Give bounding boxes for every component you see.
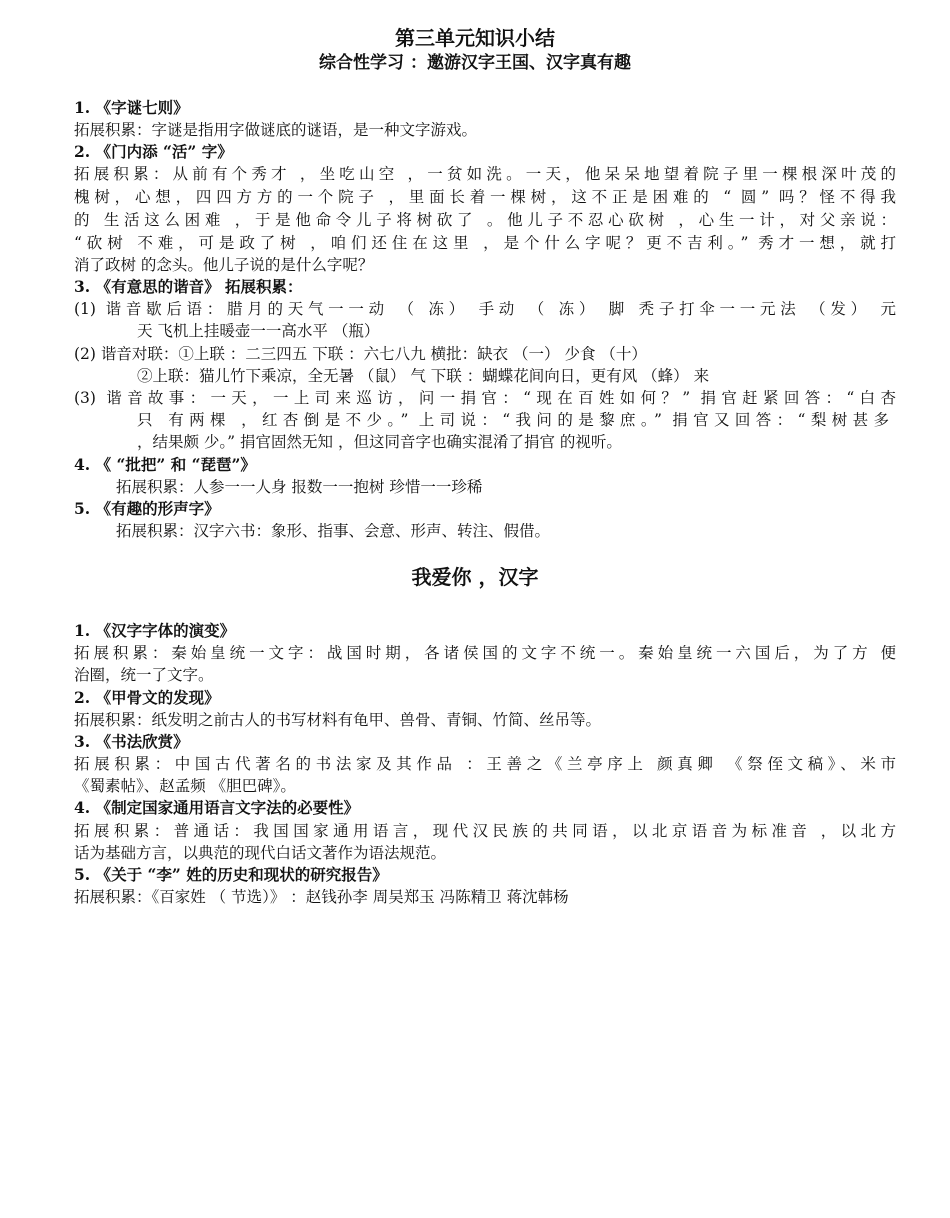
heading-2: 2. 《门内添 “活” 字》 [74, 142, 233, 161]
paragraph: 拓展积累：字谜是指用字做谜底的谜语，是一种文字游戏。 [74, 121, 478, 139]
page-title: 第三单元知识小结 [395, 26, 555, 50]
paragraph: 《蜀素帖》、赵孟频 《胆巴碑》。 [74, 777, 296, 795]
paragraph: 拓展积累：中国古代著名的书法家及其作品 ：王善之《兰亭序上 颜真卿 《祭侄文稿》、米市 [74, 755, 896, 773]
list-item: (3) 谐音故事：一天，一上司来巡访，问一捐官：“现在百姓如何？” 捐官赶紧回答：“白杏 [74, 389, 896, 407]
list-item: 天 飞机上挂暖壶一一高水平 （瓶） [137, 322, 380, 340]
heading-2: 2. 《甲骨文的发现》 [74, 688, 220, 707]
paragraph: 话为基础方言，以典范的现代白话文著作为语法规范。 [74, 844, 447, 862]
heading-1: 1. 《汉字字体的演变》 [74, 621, 236, 640]
list-item: ②上联：猫儿竹下乘凉，全无暑 （鼠） 气 下联 ：蝴蝶花间向日，更有风 （蜂） 来 [137, 367, 710, 385]
paragraph: 拓展积累：纸发明之前古人的书写材料有龟甲、兽骨、青铜、竹简、丝吊等。 [74, 711, 602, 729]
paragraph: 拓展积累：人参一一人身 报数一一抱树 珍惜一一珍稀 [116, 478, 483, 496]
paragraph: 拓展积累：普通话：我国国家通用语言，现代汉民族的共同语，以北京语音为标准音 ，以北方 [74, 822, 896, 840]
list-item: ，结果颇 少。” 捐官固然无知 ，但这同音字也确实混淆了捐官 的视听。 [137, 433, 622, 451]
paragraph: 消了政树 的念头。他儿子说的是什么字呢？ [74, 256, 374, 274]
paragraph: “砍树 不难，可是政了树 ，咱们还住在这里 ，是个什么字呢？更不吉利。” 秀才一想，就打 [74, 234, 896, 252]
paragraph: 槐树，心想，四四方方的一个院子 ，里面长着一棵树，这不正是困难的 “ 圆” 吗？怪不得我 [74, 188, 896, 206]
heading-4: 4. 《制定国家通用语言文字法的必要性》 [74, 798, 360, 817]
page-subtitle: 综合性学习 ：邀游汉字王国、汉字真有趣 [319, 53, 631, 73]
list-item: 只 有两棵 ，红杏倒是不少。” 上司说：“我问的是黎庶。” 捐官又回答：“梨树甚多 [137, 411, 889, 429]
paragraph: 拓展积累：从前有个秀才 ，坐吃山空 ，一贫如洗。一天，他呆呆地望着院子里一棵根深叶茂的 [74, 165, 896, 183]
heading-3: 3. 《有意思的谐音》 拓展积累： [74, 277, 303, 296]
paragraph: 拓展积累：《百家姓 （ 节选）》 ：赵钱孙李 周吴郑玉 冯陈精卫 蒋沈韩杨 [74, 888, 569, 906]
paragraph: 拓展积累：汉字六书：象形、指事、会意、形声、转注、假借。 [116, 522, 551, 540]
heading-3: 3. 《书法欣赏》 [74, 732, 189, 751]
heading-1: 1. 《字谜七则》 [74, 98, 189, 117]
heading-5: 5. 《关于 “李” 姓的历史和现状的研究报告》 [74, 865, 388, 884]
paragraph: 拓展积累：秦始皇统一文字：战国时期，各诸侯国的文字不统一。秦始皇统一六国后，为了方 便 [74, 644, 896, 662]
list-item: (1) 谐音歇后语：腊月的天气一一动 （ 冻） 手动 （ 冻） 脚 秃子打伞一一元法 （发） 元 [74, 300, 896, 318]
heading-4: 4. 《 “批把” 和 “琵琶”》 [74, 455, 256, 474]
paragraph: 的 生活这么困难 ，于是他命令儿子将树砍了 。他儿子不忍心砍树 ，心生一计，对父亲说： [74, 211, 896, 229]
list-item: (2) 谐音对联：①上联 ：二三四五 下联 ：六七八九 横批：缺衣 （一） 少食 （十） [74, 345, 647, 363]
paragraph: 治圈，统一了文字。 [74, 666, 214, 684]
section-title: 我爱你 ，汉字 [411, 565, 539, 589]
heading-5: 5. 《有趣的形声字》 [74, 499, 220, 518]
